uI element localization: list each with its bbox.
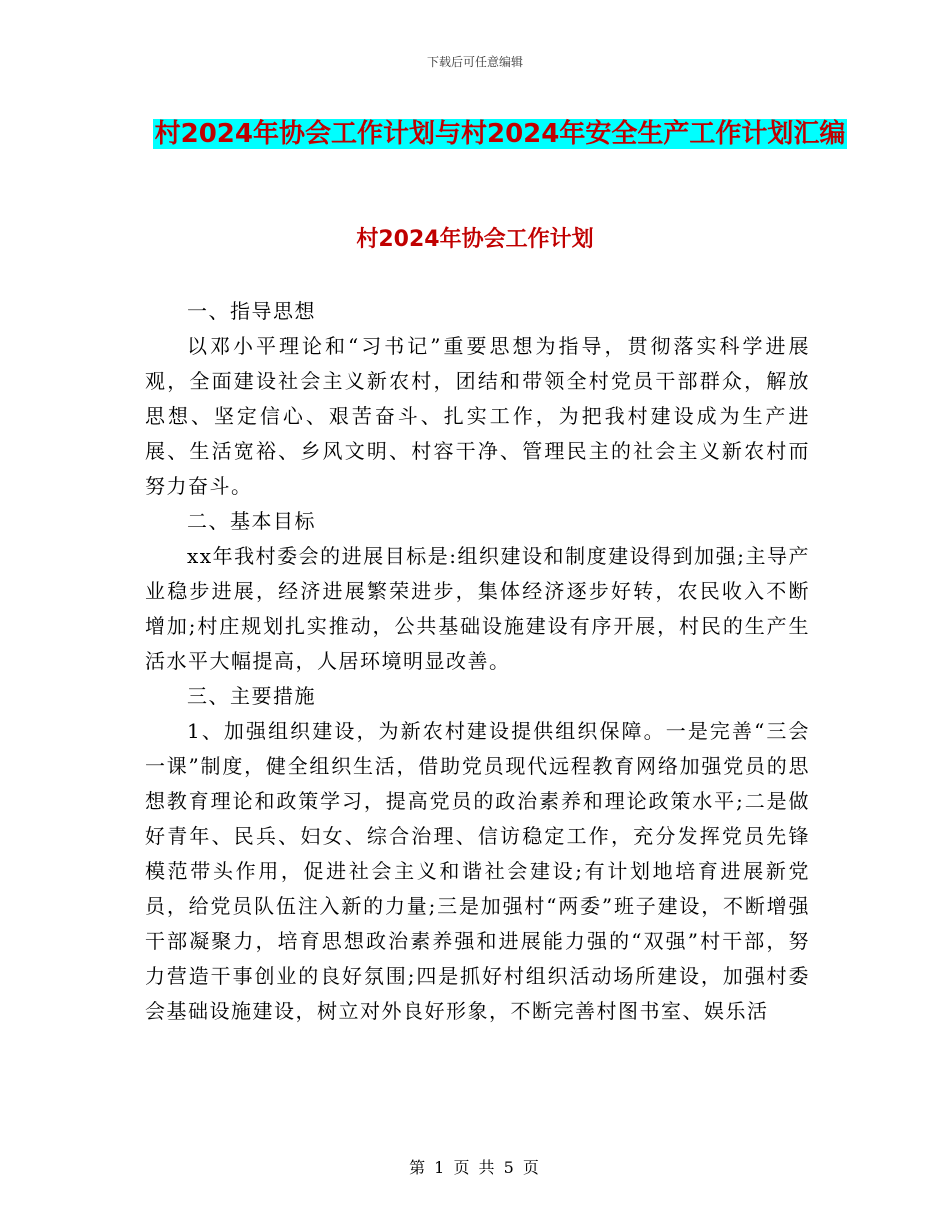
section-title: 村2024年协会工作计划: [356, 227, 594, 252]
body-text: [145, 294, 810, 1029]
paragraph-guiding-ideology: 以邓小平理论和“习书记”重要思想为指导，贯彻落实科学进展观，全面建设社会主义新农村，团结和带领全村党员干部群众，解放思想、坚定信心、艰苦奋斗、扎实工作，为把我村建设成为生产进展、生活宽裕、乡风文明、村容干净、管理民主的社会主义新农村而努力奋斗。: [145, 334, 810, 498]
page-footer: 第 1 页 共 5 页: [409, 1158, 541, 1177]
header-note: 下载后可任意编辑: [426, 55, 523, 69]
paragraph-basic-goals: xx年我村委会的进展目标是:组织建设和制度建设得到加强;主导产业稳步进展，经济进展繁荣进步，集体经济逐步好转，农民收入不断增加;村庄规划扎实推动，公共基础设施建设有序开展，村民的生产生活水平大幅提高，人居环境明显改善。: [145, 544, 810, 673]
paragraph-main-measures: 1、加强组织建设，为新农村建设提供组织保障。一是完善“三会一课”制度，健全组织生活，借助党员现代远程教育网络加强党员的思想教育理论和政策学习，提高党员的政治素养和理论政策水平;二是做好青年、民兵、妇女、综合治理、信访稳定工作，充分发挥党员先锋模范带头作用，促进社会主义和谐社会建设;有计划地培育进展新党员，给党员队伍注入新的力量;三是加强村“两委”班子建设，不断增强干部凝聚力，培育思想政治素养强和进展能力强的“双强”村干部，努力营造干事创业的良好氛围;四是抓好村组织活动场所建设，加强村委会基础设施建设，树立对外良好形象，不断完善村图书室、娱乐活: [145, 719, 810, 1023]
document-title: [150, 110, 850, 158]
heading-guiding-ideology: 一、指导思想: [187, 299, 316, 323]
heading-main-measures: 三、主要措施: [187, 684, 316, 708]
document-title-text: 村2024年协会工作计划与村2024年安全生产工作计划汇编: [154, 119, 846, 149]
heading-basic-goals: 二、基本目标: [187, 509, 316, 533]
